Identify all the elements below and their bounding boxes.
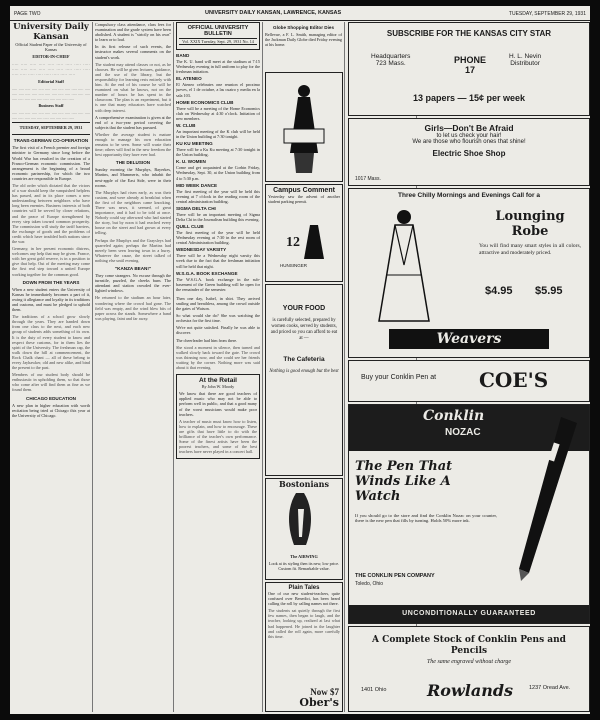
kc-star-price: 13 papers — 15¢ per week [412,93,526,103]
bulletin-column [176,22,260,712]
editorial-staff-label: Editorial Staff [38,78,64,84]
robe-price-2: $5.95 [535,285,563,297]
rowlands-ad [348,626,590,712]
bulletin-item-text: There will be a meeting of the Home Economics club on Wednesday at 4:30 o'clock. Initiation of new members. [176,105,260,121]
article-text: So what would she do? She was watching the orchestra for the first time. [176,313,260,324]
headline: DOWN FROM THE YEARS [22,279,80,285]
cafeteria-name: The Cafeteria [283,356,325,363]
article-text: The first visit of a French premier and foreign minister to Germany since long before the World War has resulted in the creation of a Franco-German economic commission. The arrangement is the beginning of a broad economic partnership, for which the two countries are responsible in Europe. [12,145,90,181]
bostonians-desc: Look at its styling then its new, low price. Custom fit. Remarkable value. [268,561,340,572]
coes-ad-lead: Buy your Conklin Pen at [361,374,437,381]
fountain-pen-illustration [499,413,585,583]
bostonians-ad [265,478,343,580]
bulletin-box [176,22,260,50]
shoe-shop-address: 1017 Mass. [355,176,381,182]
bostonians-title: Bostonians [279,479,329,489]
article-text: We're not quite satisfied. Finally he was able to discover. [176,325,260,336]
column-rule [344,22,345,712]
article-text: They come strangers. No excuse through the turnstile, puzzled, the cheeks burn. The attendant and station crowded the ever-lighted windows. [95,273,171,294]
at-the-retail-title: At the Retail [199,377,237,385]
column-rule [173,22,174,712]
cafeteria-ad [265,284,343,476]
article-text: A comprehensive examination is given at the end of a two-year period covering the subjects that the student has pursued. [95,114,171,130]
bulletin-item-text: There will be a Ku Ku meeting at 7:30 tonight in the Union building. [176,147,260,158]
rowlands-title: A Complete Stock of Conklin Pens and Pencils [372,635,566,656]
plain-tales-box: Plain Tales One of our new student-teachers, quite confused over Benedict, has been heard calling the roll by calling names not there. The students sat quietly through the first few names, then began to laugh, and the teacher, looking up, realized at last what had happened. He joined in the laughter and called the roll again, more carefully this time. Now $7 Ober's [265,582,343,712]
robe-price-1: $4.95 [485,285,513,297]
robe-figure-illustration [359,205,449,325]
business-staff-label: Business Staff [38,102,64,108]
bulletin-item-head: KU KU MEETING [176,141,213,147]
bulletin-item-text: El Ateneo celebrates one reunion el proximo jueves, el 1 de octubre, a las cuatro y media en la sala 103. [176,82,260,98]
cafeteria-tagline: Nothing is good enough but the best [269,369,339,374]
obers-store-name: Ober's [299,696,339,709]
robe-ad-title: Lounging Robe [495,209,565,239]
at-the-retail-box: At the Retail By John W. Moody We know that there are good teachers of applied music who may not be able to perform well in public, and that a good many of the worst musicians would make poor teachers. A teacher of music must know how to listen, how to explain, and how to encourage. These are gifts that have little to do with the brilliance of the teacher's own performance. Some of the finest artists have been the poorest teachers, and some of the best teachers have never played in a concert hall. [176,374,260,459]
hunsinger-ad-number: 12 [286,235,300,250]
bulletin-item-text: The K. U. band will meet at the stadium at 7:15 Wednesday evening in full uniform to play for the freshman initiation. [176,59,260,75]
bulletin-item-text: The first meeting of the year will be held Wednesday evening at 7:30 in the rest room of central Administration building. [176,230,260,246]
issue-date: TUESDAY, SEPTEMBER 29, 1931 [508,11,586,17]
coes-ad [348,360,590,402]
page-header [10,6,590,21]
article-text: When a new student enters the University of Kansas he immediately becomes a part of it, owing it allegiance and loyalty in its traditions and customs, and must be pledged to uphold them. [12,286,90,313]
headline: TRANS-GERMAN CO-OPERATION [13,138,89,144]
bulletin-item-head: SIGMA DELTA CHI [176,205,216,211]
dress-figure-illustration [266,73,342,181]
kc-star-address: 723 Mass. [375,60,406,67]
headline: "KANZA BEAN!" [114,266,152,272]
newspaper-page [10,6,590,714]
rowlands-address-2: 1237 Oread Ave. [529,685,571,691]
newspaper-name: UNIVERSITY DAILY KANSAN, LAWRENCE, KANSAS [205,10,342,16]
shoe-shop-subtitle: to let us check your hair! [436,133,502,139]
weavers-logo: Weavers [389,329,549,349]
bulletin-title: OFFICIAL UNIVERSITY BULLETIN [187,25,249,37]
bostonians-style: The AIRWING [290,554,318,559]
smiths-ad [265,72,343,182]
article-text: A new plan in higher education with worth recitation being tried at Chicago this year at the University of Chicago. [12,402,90,418]
article-text: Bellevue, a F. L. Smith, managing editor of the Jackman Daily Globe died Friday evening at his home. [265,32,342,48]
rowlands-store-name: Rowlands [427,681,514,700]
kc-star-headquarters-label: Headquarters [371,53,411,60]
cafeteria-title: YOUR FOOD [282,305,326,312]
bulletin-item-head: EL ATENEO [176,76,202,82]
editorial-column-2: Compulsory class attendance, class fees for examination and the grade system have been abolished. A student is "strictly on his own" to learn or to loaf. In its first release of such events, the instructor makes several comments on the student's work. The student may attend classes or not, as he chooses. He will be given lectures, guidance, and the use of the library, but the responsibility for learning rests entirely with him. At the end of his course he will be examined on what he knows, not on the number of hours he has spent in the classroom. The plan is an experiment, but it is one that many educators have watched with deep interest. A comprehensive examination is given at the end of a two-year period covering the subjects that the student has pursued. Whether the average student is mature enough to manage his own education remains to be seen. Some will waste their time; others will find in the new freedom the best opportunity they have ever had. THE DELUSION Sunday morning the Murphys, Bayerkes, Martins, and Mummerts, who inhabit the next-apple of the East Side, were in their rooms. The Murphys had risen early, as was their custom, and were already at breakfast when the first of the neighbors came knocking. There was news, it seemed, of great importance, and it had to be told at once. Nobody could say afterward who had started the story, but by noon it had reached every house on the street and had grown at every telling. Perhaps the Murphys and the Graysleys had quarreled again; perhaps the Martins had merely been seen leaving town in a hurry. Whatever the cause, the street talked of nothing else until evening. "KANZA BEAN!" They come strangers. No excuse through the turnstile, puzzled, the cheeks burn. The attendant and station crowded the ever-lighted windows. He returned to the stadium an hour later, wondering where the crowd had gone. The field was empty, and the wind blew bits of paper across the stands. Somewhere a band was playing, faint and far away. [95,22,171,321]
bulletin-item-head: HOME ECONOMICS CLUB [176,99,234,105]
article-text: The cheerleader had him from there. [176,337,238,343]
bulletin-meta: Vol. XXIX Tuesday, Sept. 29, 1931 No. 14 [179,38,257,45]
headline: Globe Shopping Editor Dies [273,25,334,30]
conklin-guarantee: UNCONDITIONALLY GUARANTEED [349,605,589,623]
masthead-editor: EDITOR-IN-CHIEF [32,54,70,60]
shoe-shop-title: Girls—Don't Be Afraid [424,123,514,133]
hunsinger-ad-shop: HUNSINGER [280,263,308,268]
rowlands-address-1: 1401 Ohio [361,687,387,693]
column-rule [262,22,263,712]
article-text: Sunday morning the Murphys, Bayerkes, Martins, and Mummerts, who inhabit the next-apple of the East Side, were in their rooms. [95,167,171,188]
plain-tales-title: Plain Tales [288,585,320,591]
campus-comment-text: Yesterday saw the advent of another student parking permit. [268,194,340,205]
conklin-pen-ad [348,404,590,624]
headline: THE DELUSION [115,160,151,166]
headline: CHICAGO EDUCATION [26,395,76,401]
bulletin-list [176,53,260,292]
column-text: Then one day, Isabel, in shirt. They arrived smiling and breathless, among the crowd outside the gates of Watson. So what would she do? She was watching the orchestra for the first time. We're not quite satisfied. Finally he was able to discover. The cheerleader had him from there. She stood a moment in silence, then turned and walked slowly back toward the gate. The crowd was thinning now, and she could see her friends waiting by the corner. Nothing more was said about it that evening. [176,295,260,371]
bulletin-item-text: The first meeting of the year will be held this evening at 7 o'clock in the reading room of the central administration building. [176,188,260,204]
bulletin-item-text: The W.S.G.A. book exchange in the sub-basement of the Green building will be open for the remainder of the semester. [176,276,260,292]
article-text: We know that there are good teachers of applied music who may not be able to perform well in public, and that a good many of the worst musicians would make poor teachers. [179,391,257,417]
bulletin-item-head: W. CLUB [176,122,196,128]
kc-star-phone: PHONE 17 [453,55,486,75]
shoe-shop-name: Electric Shoe Shop [432,149,506,158]
conklin-title: The Pen That Winds Like A Watch [355,459,453,504]
robe-ad-heading: Three Chilly Mornings and Evenings Call for a [398,192,540,199]
bulletin-item-text: Come and get acquainted at the Corbin Friday, Wednesday, Sept. 30, at the Union building from 4 to 5:30 p.m. [176,165,260,181]
article-text: Compulsory class attendance, class fees for examination and the grade system have been abolished. A student is "strictly on his own" to learn or to loaf. [95,22,171,43]
conklin-city: Toledo, Ohio [355,581,384,587]
bulletin-item-text: There will be an important meeting of Sigma Delta Chi in the Journalism building this evening. [176,211,260,222]
conklin-text: If you should go to the store and find the Conklin Nozac on your counter, there is the new pen that fills by turning. Holds 50% more ink. [355,513,497,524]
kansas-city-star-ad [348,22,590,116]
bulletin-item-head: MID WEEK DANCE [176,182,218,188]
masthead-date: TUESDAY, SEPTEMBER 29, 1931 [12,122,90,130]
kc-star-title: SUBSCRIBE FOR THE KANSAS CITY STAR [386,29,552,38]
bulletin-item-text: An important meeting of the K club will be held in the Union building at 7:30 tonight. [176,128,260,140]
bulletin-item-text: There will be a Wednesday night varsity this week due to the fact that the freshman initiation will be held that night. [176,253,260,269]
masthead: University Daily Kansan Official Student Paper of the University of Kansas EDITOR-IN-CHIEF ..... ..... ..... ..... ..... ..... ..... ..... ..... ..... ..... ..... ..... ..... ..... ..... ..... ..... ..... ..... ..... ..... ..... ..... ..... ..... Editorial Staff ..... ..... ..... ..... ..... ..... ..... ..... ..... ..... ..... ..... ..... ..... ..... ..... ..... ..... ..... ..... ..... ..... ..... ..... ..... ..... ..... ..... ..... ..... ..... ..... ..... ..... Business Staff ..... ..... ..... ..... ..... ..... ..... ..... ..... ..... ..... ..... ..... ..... ..... ..... ..... ..... ..... ..... ..... ..... TUESDAY, SEPTEMBER 29, 1931 [12,22,90,135]
masthead-subtitle: Official Student Paper of the University of Kansas [15,42,87,53]
bulletin-item-head: K. U. WOMEN [176,159,206,165]
page-number: PAGE TWO [14,11,41,17]
article-text: In its first release of such events, the instructor makes several comments on the student's work. [95,44,171,60]
bulletin-item-head: W.S.G.A. BOOK EXCHANGE [176,270,238,276]
shoe-shop-line: We are those who flourish ones that shine! [412,139,526,145]
bostonians-price: Now $7 [310,687,339,697]
conklin-model: NOZAC [445,427,481,438]
editorial-column: University Daily Kansan Official Student Paper of the University of Kansas EDITOR-IN-CHIEF ..... ..... ..... ..... ..... ..... ..... ..... ..... ..... ..... ..... ..... ..... ..... ..... ..... ..... ..... ..... ..... ..... ..... ..... ..... ..... Editorial Staff ..... ..... ..... ..... ..... ..... ..... ..... ..... ..... ..... ..... ..... ..... ..... ..... ..... ..... ..... ..... ..... ..... ..... ..... ..... ..... ..... ..... ..... ..... ..... ..... ..... ..... Business Staff ..... ..... ..... ..... ..... ..... ..... ..... ..... ..... ..... ..... ..... ..... ..... ..... ..... ..... ..... ..... ..... ..... TUESDAY, SEPTEMBER 29, 1931 TRANS-GERMAN CO-OPERATION The first visit of a French premier and foreign minister to Germany since long before the World War has resulted in the creation of a Franco-German economic commission. The arrangement is the beginning of a broad economic partnership, for which the two countries are responsible in Europe. The old order which dictated that the victors of a war should keep the vanquished helpless has passed, and in its place comes a new understanding between neighbors who have long been enemies. Business interests of both countries will be served by closer relations, and the peace of Europe strengthened by every step taken toward common prosperity. The commission will study the tariff barriers, the exchange of goods and the problems of credit which have troubled both nations since the war. Germany, in her present economic distress, welcomes any help that may be given. France, with her great gold reserve, is in a position to give that help. Out of the meeting may come the first real step toward a united Europe working together for the common good. DOWN FROM THE YEARS When a new student enters the University of Kansas he immediately becomes a part of it, owing it allegiance and loyalty in its traditions and customs, and must be pledged to uphold them. The traditions of a school grow slowly through the years. They are handed down from one class to the next, and each new group of students adds something of its own. It is the duty of every student to know and respect these customs, for in them lies the spirit of the University. The freshman cap, the walk down the hill at commencement, the Rock Chalk chant — all of these belong to every Jayhawker, old and new alike, and bind the present to the past. Members of our student body should be enthusiastic in upholding them, so that those who come after will find them as fine as we found them. CHICAGO EDUCATION A new plan in higher education with worth recitation being tried at Chicago this year at the University of Chicago. [12,22,90,418]
bulletin-item-head: BAND [176,53,190,59]
kc-star-distributor-label: Distributor [510,60,540,67]
masthead-title: University Daily Kansan [13,22,89,42]
rowlands-subtitle: The same engraved without charge [426,659,512,665]
campus-comment-box [265,184,343,282]
conklin-brand: Conklin [423,408,485,424]
cafeteria-text: is carefully selected, prepared by women cooks, served by students, and priced so you can afford to eat at — [270,318,338,341]
coes-store-name: COE'S [479,368,549,392]
campus-comment-title: Campus Comment [273,187,335,194]
robe-ad-text: You will find many smart styles in all colors, attractive and moderately priced. [479,243,581,256]
conklin-company: THE CONKLIN PEN COMPANY [355,573,435,579]
bulletin-item-head: WEDNESDAY VARSITY [176,247,227,253]
article-text: Then one day, Isabel, in shirt. They arrived smiling and breathless, among the crowd outside the gates of Watson. [176,295,260,312]
bulletin-item-head: QUILL CLUB [176,224,204,230]
byline: By John W. Moody [201,384,235,390]
plain-tales-text: One of our new student-teachers, quite confused over Benedict, has been heard calling the roll by calling names not there. [268,591,340,607]
electric-shoe-shop-ad [348,118,590,186]
shoe-illustration [266,489,342,549]
kc-star-distributor-name: H. L. Nevin [509,53,542,60]
column-rule [92,22,93,712]
weavers-robe-ad [348,188,590,358]
